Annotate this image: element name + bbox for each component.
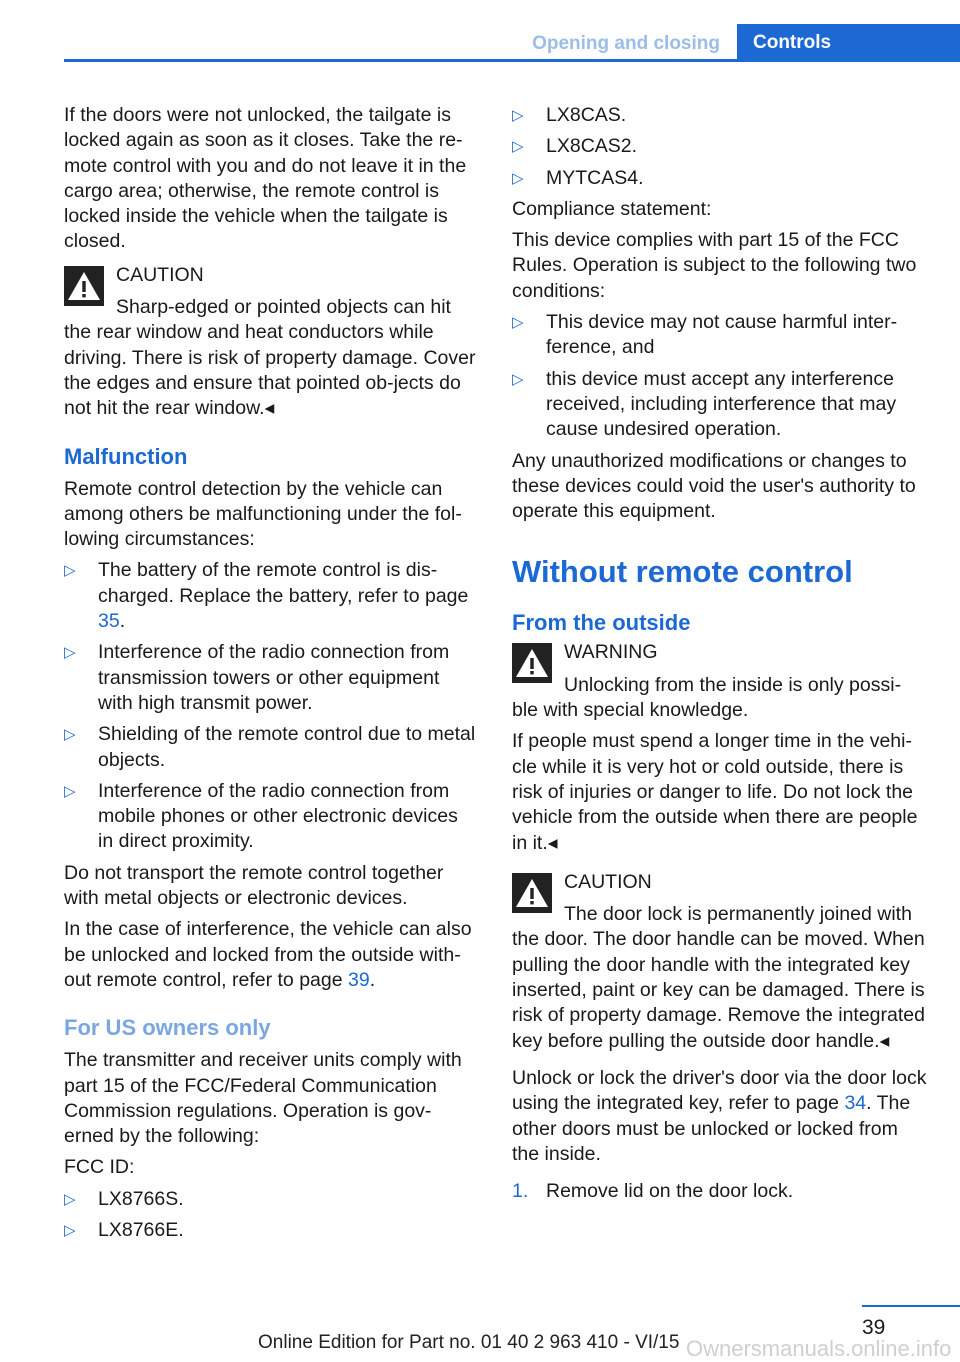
triangle-bullet-icon: ▷ [512, 169, 524, 187]
watermark: Ownersmanuals.online.info [686, 1336, 952, 1361]
triangle-bullet-icon: ▷ [64, 644, 76, 662]
malfunction-list [64, 558, 478, 854]
left-column [64, 103, 478, 1249]
section-heading: Without remote control [512, 554, 853, 590]
interference-punct: . [369, 968, 376, 991]
caution-label: CAUTION [564, 870, 652, 893]
triangle-bullet-icon: ▷ [512, 138, 524, 156]
list-item-text: Interference of the radio connection from mobile phones or other electronic devices in direct proximity. [98, 779, 458, 853]
triangle-bullet-icon: ▷ [64, 1221, 76, 1239]
warning-text: ble with special knowledge. [512, 699, 749, 722]
triangle-bullet-icon: ▷ [512, 370, 524, 388]
us-owners-heading: For US owners only [64, 1015, 271, 1041]
warning-paragraph: If people must spend a longer time in the vehi-cle while it is very hot or cold outside, there is risk of injuries or danger to life. Do not lock the vehicle from the outside when there are people in it.◂ [512, 730, 918, 854]
list-item [64, 1218, 478, 1243]
compliance-text: This device complies with part 15 of the FCC Rules. Operation is subject to the following two conditions: [512, 229, 917, 302]
malfunction-heading: Malfunction [64, 443, 188, 469]
caution-notice [64, 263, 478, 422]
list-item-text: Interference of the radio connection from transmission towers or other equipment with high transmit power. [98, 641, 450, 714]
unlock-text: Unlock or lock the driver's door via the door lock using the integrated key, refer to page [512, 1066, 927, 1115]
fcc-id: LX8766S. [98, 1187, 184, 1210]
triangle-bullet-icon: ▷ [64, 1190, 76, 1208]
intro-paragraph: If the doors were not unlocked, the tailgate is locked again as soon as it closes. Take the re-mote control with you and do not leave it in the cargo area; otherwise, the remote control is locked inside the vehicle when the tailgate is closed. [64, 104, 467, 253]
triangle-bullet-icon: ▷ [64, 782, 76, 800]
fcc-id: LX8766E. [98, 1218, 184, 1241]
list-item [512, 103, 930, 128]
modifications-paragraph: Any unauthorized modifications or changes to these devices could void the user's authority to operate this equipment. [512, 449, 916, 523]
list-item [64, 558, 478, 634]
malfunction-intro: Remote control detection by the vehicle can among others be malfunctioning under the fol-lowing circumstances: [64, 477, 462, 551]
triangle-bullet-icon: ▷ [64, 562, 76, 580]
warning-triangle-icon [512, 873, 552, 913]
warning-triangle-icon [64, 266, 104, 306]
fcc-id-label: FCC ID: [64, 1156, 135, 1179]
triangle-bullet-icon: ▷ [512, 107, 524, 124]
page-link-39[interactable]: 39 [348, 968, 370, 991]
caution-text: the rear window and heat conductors while driving. There is risk of property damage. Cover the edges and ensure that pointed ob-jects do not hit the rear window.◂ [64, 321, 476, 420]
compliance-label: Compliance statement: [512, 197, 712, 220]
list-item [512, 166, 930, 191]
page-header [0, 0, 960, 62]
step-text: Remove lid on the door lock. [546, 1180, 794, 1203]
list-item [512, 367, 930, 443]
warning-triangle-icon [512, 643, 552, 683]
steps-list [512, 1179, 930, 1204]
caution-first-line: The door lock is permanently joined with [564, 903, 912, 926]
list-item [512, 134, 930, 159]
step-item [512, 1179, 930, 1204]
fcc-id-list-continued [512, 103, 930, 191]
caution-label: CAUTION [116, 263, 204, 286]
us-owners-text: The transmitter and receiver units comply with part 15 of the FCC/Federal Communication Commission regulations. Operation is gov-erned by the following: [64, 1049, 462, 1148]
warning-label: WARNING [564, 641, 658, 664]
caution-first-line: Sharp-edged or pointed objects can hit [116, 296, 451, 319]
fcc-id: LX8CAS. [546, 104, 627, 126]
list-item-text: The battery of the remote control is dis-charged. Replace the battery, refer to page [98, 559, 469, 607]
caution-notice-door [512, 870, 930, 1054]
list-item [64, 722, 478, 773]
list-item-text: Shielding of the remote control due to metal objects. [98, 723, 476, 771]
interference-paragraph [64, 917, 478, 993]
list-item [64, 640, 478, 716]
header-section-title[interactable]: Opening and closing [532, 33, 720, 54]
warning-first-line: Unlocking from the inside is only possi- [564, 673, 902, 696]
right-column [512, 103, 930, 1204]
header-tab-controls[interactable]: Controls [737, 24, 960, 62]
list-item-text: This device may not cause harmful inter-ference, and [546, 311, 898, 359]
caution-text: the door. The door handle can be moved. When pulling the door handle with the integrated key inserted, paint or key can be damaged. There is risk of property damage. Remove the integrated key before pulling the outside door handle.◂ [512, 928, 925, 1052]
list-item [512, 310, 930, 361]
list-item-punct: . [119, 610, 126, 633]
warning-notice [512, 640, 930, 723]
list-item [64, 1187, 478, 1212]
list-item-text: this device must accept any interference received, including interference that may cause undesired operation. [546, 367, 897, 441]
fcc-id: LX8CAS2. [546, 135, 638, 158]
triangle-bullet-icon: ▷ [512, 314, 524, 332]
conditions-list [512, 310, 930, 442]
triangle-bullet-icon: ▷ [64, 726, 76, 744]
fcc-id: MYTCAS4. [546, 166, 644, 189]
header-rule [64, 59, 960, 62]
page-link-34[interactable]: 34 [844, 1092, 867, 1115]
page-link-35[interactable]: 35 [98, 610, 120, 633]
interference-text: In the case of interference, the vehicle can also be unlocked and locked from the outside with-out remote control, refer to page [64, 918, 472, 991]
transport-note: Do not transport the remote control together with metal objects or electronic devices. [64, 861, 444, 910]
page-number: 39 [862, 1316, 886, 1339]
step-number: 1. [512, 1180, 529, 1203]
fcc-id-list [64, 1187, 478, 1244]
edition-line: Online Edition for Part no. 01 40 2 963 410 - VI/15 [258, 1332, 680, 1353]
unlock-text-rest: . The other doors must be unlocked or locked from the inside. [512, 1092, 911, 1165]
unlock-paragraph [512, 1066, 930, 1167]
subsection-heading: From the outside [512, 610, 691, 636]
footer-rule [862, 1305, 960, 1307]
list-item [64, 779, 478, 855]
